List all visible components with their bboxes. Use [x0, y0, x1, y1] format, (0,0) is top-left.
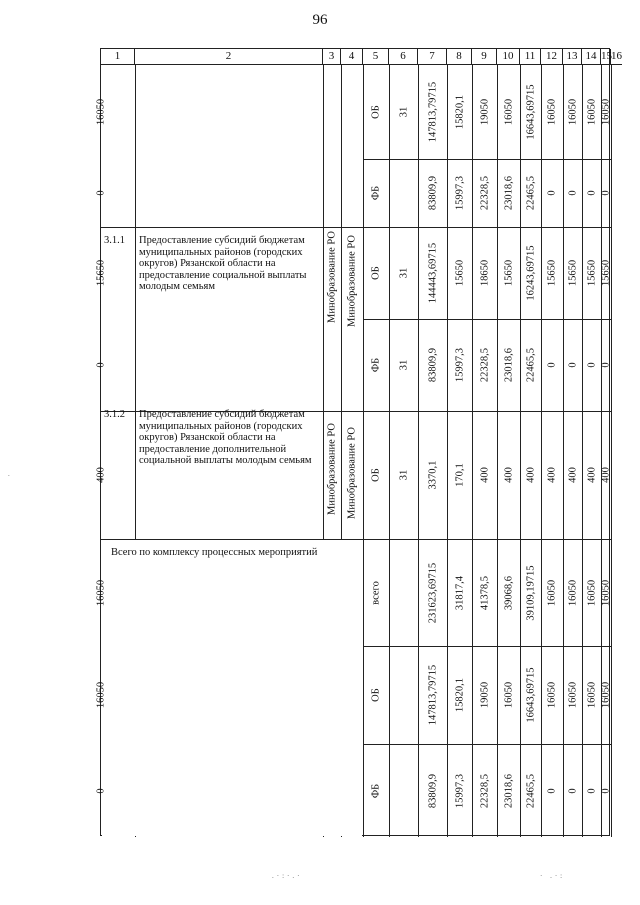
budget-value: 16050: [567, 681, 578, 709]
budget-value: 15820,1: [454, 677, 465, 713]
funding-source: ОБ: [370, 468, 382, 482]
column-number: 7: [418, 49, 447, 65]
budget-value: 0: [95, 787, 107, 794]
budget-value: 16050: [503, 681, 514, 709]
scan-speck: · .·:: [540, 872, 566, 880]
budget-value: 0: [600, 787, 612, 794]
budget-value: 15650: [546, 259, 558, 287]
grid-line-vertical: [389, 65, 390, 837]
column-number: 6: [389, 49, 418, 65]
grid-line-vertical: [601, 65, 602, 837]
grid-line-vertical: [497, 65, 498, 837]
budget-value: 170,1: [454, 463, 465, 487]
grid-line-vertical: [418, 65, 419, 837]
column-number: 12: [541, 49, 563, 65]
page-number: 96: [312, 12, 328, 28]
column-number: 10: [497, 49, 520, 65]
column-6-value: 31: [398, 359, 409, 371]
budget-value: 19050: [479, 98, 490, 126]
budget-value: 15997,3: [454, 175, 465, 211]
column-number: 9: [472, 49, 497, 65]
budget-value: 0: [567, 190, 578, 196]
budget-value: 41378,5: [479, 575, 490, 610]
row-number: 3.1.1: [104, 235, 125, 246]
budget-value: 15650: [586, 259, 597, 287]
column-number: 13: [563, 49, 582, 65]
budget-value: 22465,5: [525, 175, 536, 211]
grid-line-vertical: [363, 65, 364, 837]
column-number: 11: [520, 49, 541, 65]
budget-value: 0: [586, 787, 597, 794]
grid-line-vertical: [541, 65, 542, 837]
grid-line-vertical: [447, 65, 448, 837]
grid-line-horizontal: [363, 319, 611, 320]
budget-value: 0: [567, 787, 578, 794]
column-number: 8: [447, 49, 472, 65]
budget-value: 0: [546, 362, 558, 368]
budget-value: 22465,5: [525, 347, 536, 383]
budget-value: 15650: [454, 259, 465, 287]
executor: Минобразование РО: [326, 423, 338, 515]
grid-line-vertical: [611, 65, 612, 837]
budget-value: 15650: [600, 259, 612, 287]
budget-value: 147813,79715: [427, 664, 438, 726]
budget-value: 23018,6: [503, 773, 514, 808]
funding-source: ФБ: [370, 185, 382, 201]
budget-value: 0: [95, 190, 107, 196]
budget-value: 147813,79715: [427, 81, 438, 143]
row-name: Предоставление субсидий бюджетам муниципальных районов (городских округов) Рязанской области на предоставление социальной выплаты молодым семьям: [139, 235, 307, 292]
budget-value: 0: [586, 190, 597, 196]
budget-value: 0: [600, 362, 612, 368]
budget-value: 0: [600, 190, 612, 196]
budget-value: 16050: [586, 98, 597, 126]
budget-value: 18650: [479, 259, 490, 287]
budget-value: 16643,69715: [525, 84, 536, 140]
budget-value: 16050: [600, 681, 612, 709]
budget-value: 15650: [95, 259, 107, 287]
budget-value: 15820,1: [454, 94, 465, 130]
scan-speck: .·:·.·: [272, 872, 303, 880]
budget-value: 16050: [95, 579, 107, 606]
column-6-value: 31: [398, 469, 409, 481]
budget-value: 400: [600, 467, 612, 483]
budget-value: 16050: [546, 681, 558, 709]
budget-value: 0: [567, 362, 578, 368]
budget-value: 144443,69715: [427, 242, 438, 304]
budget-value: 16050: [567, 579, 578, 606]
row-name: Предоставление субсидий бюджетам муниципальных районов (городских округов) Рязанской области на предоставление дополнительной социальной выплаты молодым семьям: [139, 409, 312, 466]
budget-value: 0: [546, 787, 558, 794]
funding-source: ОБ: [370, 266, 382, 280]
budget-value: 22328,5: [479, 773, 490, 808]
budget-value: 19050: [479, 681, 490, 709]
budget-value: 22328,5: [479, 175, 490, 211]
budget-value: 400: [567, 467, 578, 483]
budget-value: 15997,3: [454, 347, 465, 383]
budget-value: 23018,6: [503, 175, 514, 211]
budget-value: 3370,1: [427, 460, 438, 490]
budget-value: 400: [95, 467, 107, 483]
grid-line-horizontal: [363, 646, 611, 647]
column-number: 15: [601, 49, 611, 65]
budget-value: 16050: [95, 681, 107, 709]
funding-source: ФБ: [370, 357, 382, 373]
funding-source: ОБ: [370, 688, 382, 702]
budget-table: [95, 48, 622, 836]
budget-value: 400: [525, 467, 536, 483]
column-number: 14: [582, 49, 601, 65]
budget-value: 16050: [586, 681, 597, 709]
executor: Минобразование РО: [346, 427, 358, 519]
grid-line-vertical: [563, 65, 564, 837]
funding-source: всего: [370, 580, 382, 605]
budget-value: 16050: [600, 98, 612, 126]
budget-value: 83809,9: [427, 175, 438, 211]
budget-value: 16050: [546, 98, 558, 126]
budget-value: 0: [546, 190, 558, 196]
column-number: 4: [341, 49, 363, 65]
budget-value: 83809,9: [427, 347, 438, 383]
grid-line-horizontal: [101, 227, 611, 228]
budget-value: 400: [546, 467, 558, 483]
column-6-value: 31: [398, 106, 409, 118]
budget-value: 16050: [600, 579, 612, 606]
grid-line-vertical: [472, 65, 473, 837]
budget-value: 83809,9: [427, 773, 438, 808]
budget-value: 22465,5: [525, 773, 536, 808]
column-6-value: 31: [398, 267, 409, 279]
budget-value: 16643,69715: [525, 667, 536, 723]
total-label: Всего по комплексу процессных мероприятий: [111, 547, 318, 558]
grid-line-horizontal: [363, 744, 611, 745]
budget-value: 23018,6: [503, 347, 514, 383]
budget-value: 0: [95, 362, 107, 368]
column-number: 3: [323, 49, 341, 65]
budget-value: 16050: [95, 98, 107, 126]
executor: Минобразование РО: [346, 235, 358, 327]
budget-value: 231623,69715: [427, 562, 438, 623]
row-number: 3.1.2: [104, 409, 125, 420]
grid-line-horizontal: [363, 159, 611, 160]
budget-value: 22328,5: [479, 347, 490, 383]
funding-source: ОБ: [370, 105, 382, 119]
total-label-area: [102, 540, 362, 836]
budget-value: 400: [479, 467, 490, 483]
column-number: 16: [611, 49, 622, 65]
column-number: 1: [101, 49, 135, 65]
budget-value: 400: [586, 467, 597, 483]
scan-speck: .: [8, 470, 13, 478]
grid-line-vertical: [520, 65, 521, 837]
budget-value: 16050: [586, 579, 597, 606]
budget-value: 39109,19715: [525, 564, 536, 621]
budget-value: 16050: [546, 579, 558, 606]
budget-value: 0: [586, 362, 597, 368]
budget-value: 16243,69715: [525, 245, 536, 301]
column-number: 2: [135, 49, 323, 65]
executor: Минобразование РО: [326, 231, 338, 323]
column-number: 5: [363, 49, 389, 65]
budget-value: 16050: [503, 98, 514, 126]
budget-value: 15997,3: [454, 773, 465, 808]
grid-line-vertical: [582, 65, 583, 837]
budget-value: 31817,4: [454, 575, 465, 610]
budget-value: 39068,6: [503, 575, 514, 610]
funding-source: ФБ: [370, 783, 382, 798]
budget-value: 16050: [567, 98, 578, 126]
budget-value: 400: [503, 467, 514, 483]
budget-value: 15650: [567, 259, 578, 287]
budget-value: 15650: [503, 259, 514, 287]
